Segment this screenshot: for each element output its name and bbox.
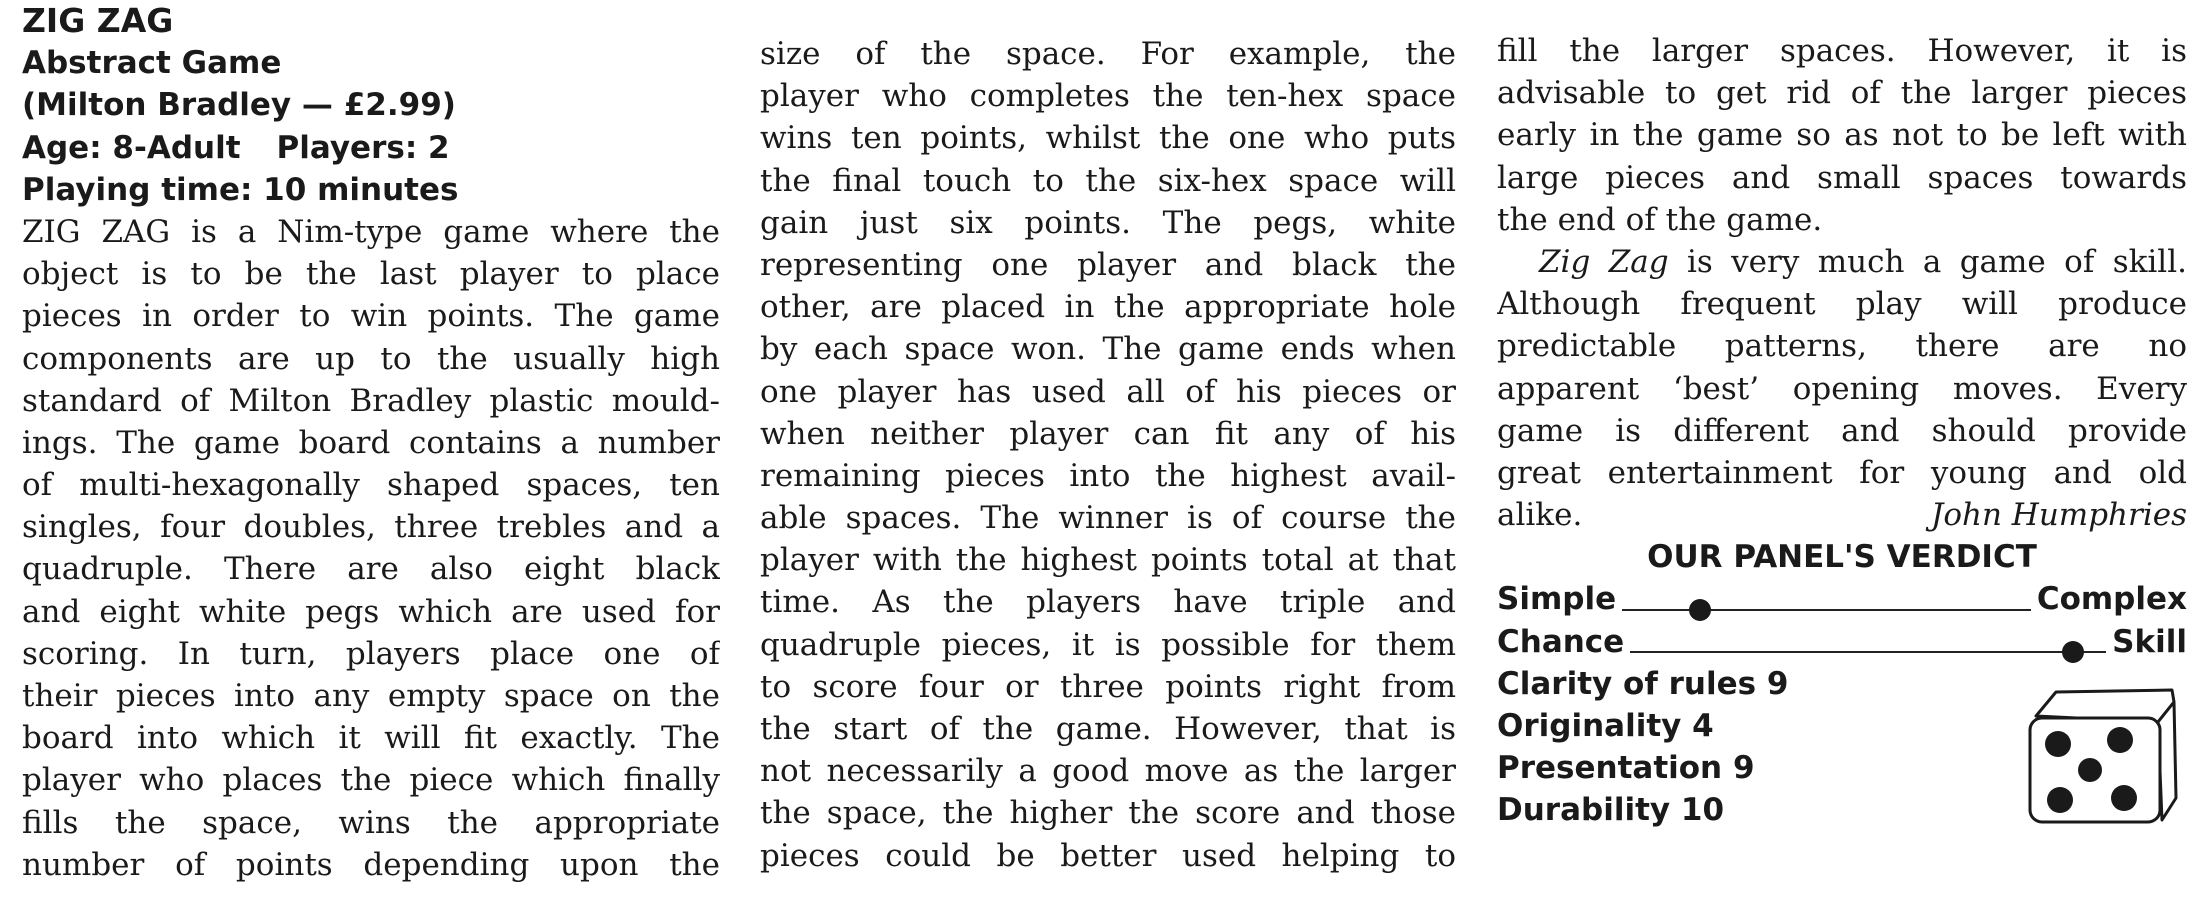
text-line: game is different and should provide — [1497, 412, 2187, 449]
text-line: size of the space. For example, the — [760, 36, 1456, 72]
dice-five-icon — [2022, 682, 2182, 830]
scale-track — [1616, 579, 2037, 621]
text-line: when neither player can fit any of his — [760, 415, 1456, 452]
text-line: large pieces and small spaces towards — [1497, 159, 2187, 196]
text-line: by each space won. The game ends when — [760, 331, 1456, 368]
text-line: the start of the game. However, that is — [760, 711, 1456, 747]
scale-track — [1624, 621, 2112, 663]
text-line: ings. The game board contains a number — [22, 424, 720, 461]
text-line: the final touch to the six-hex space will — [760, 162, 1456, 199]
player-count: Players: 2 — [276, 129, 450, 166]
text-line: remaining pieces into the highest avail- — [760, 457, 1456, 494]
paragraph-line: Zig Zag is very much a game of skill. — [1539, 243, 2187, 280]
text-line: Although frequent play will produce — [1497, 286, 2187, 323]
text-line: object is to be the last player to place — [22, 256, 720, 293]
text-line: one player has used all of his pieces or — [760, 373, 1456, 410]
scale-right-label: Skill — [2112, 623, 2187, 660]
text-line: the space, the higher the score and those — [760, 795, 1456, 832]
column-2-body — [760, 33, 1456, 877]
scale-marker — [1689, 599, 1711, 621]
scale-simple-complex — [1497, 578, 2187, 620]
scale-marker — [2062, 641, 2084, 663]
publisher-price: (Milton Bradley — £2.99) — [22, 87, 456, 124]
text-line: player who completes the ten-hex space — [760, 78, 1456, 115]
text-line: and eight white pegs which are used for — [22, 593, 720, 630]
verdict-heading: OUR PANEL'S VERDICT — [1647, 539, 2037, 576]
text-line: apparent ‘best’ opening moves. Every — [1497, 370, 2187, 407]
text-line: pieces in order to win points. The game — [22, 298, 720, 335]
text-line: number of points depending upon the — [22, 846, 720, 883]
scale-left-label: Chance — [1497, 623, 1625, 660]
scale-left-label: Simple — [1497, 581, 1617, 618]
playing-time: Playing time: 10 minutes — [22, 171, 459, 208]
text-line: to score four or three points right from — [760, 668, 1456, 705]
text-line: standard of Milton Bradley plastic mould- — [22, 382, 720, 419]
text-line: their pieces into any empty space on the — [22, 678, 720, 714]
text-line: quadruple pieces, it is possible for them — [760, 626, 1456, 663]
text-line: components are up to the usually high — [22, 340, 720, 377]
rating-originality: Originality 4 — [1497, 708, 1714, 744]
text-line: fill the larger spaces. However, it is — [1497, 33, 2187, 69]
text-line: ZIG ZAG is a Nim-type game where the — [22, 213, 720, 250]
text-line: scoring. In turn, players place one of — [22, 635, 720, 672]
text-line: great entertainment for young and old — [1497, 454, 2187, 491]
text-line: singles, four doubles, three trebles and a — [22, 509, 720, 546]
text-line: predictable patterns, there are no — [1497, 328, 2187, 365]
text-line: other, are placed in the appropriate hole — [760, 289, 1456, 326]
text-line: advisable to get rid of the larger pieces — [1497, 75, 2187, 112]
rating-durability: Durability 10 — [1497, 792, 1725, 829]
text-line: representing one player and black the — [760, 246, 1456, 283]
author-signature: John Humphries — [1930, 497, 2187, 534]
text-line: pieces could be better used helping to — [760, 837, 1456, 874]
scale-rule — [1622, 609, 2031, 611]
text-line: time. As the players have triple and — [760, 584, 1456, 621]
game-category: Abstract Game — [22, 45, 282, 82]
rating-presentation: Presentation 9 — [1497, 750, 1755, 787]
text-line: early in the game so as not to be left with — [1497, 117, 2187, 154]
text-line: fills the space, wins the appropriate — [22, 804, 720, 841]
column-2 — [760, 0, 1456, 877]
text-line: gain just six points. The pegs, white — [760, 204, 1456, 241]
paragraph-end: the end of the game. — [1497, 201, 1823, 238]
text-line: board into which it will fit exactly. The — [22, 720, 720, 757]
game-title: ZIG ZAG — [22, 1, 174, 40]
column-3-body — [1497, 30, 2187, 199]
text-line: of multi-hexagonally shaped spaces, ten — [22, 467, 720, 504]
text-line: player with the highest points total at that — [760, 542, 1456, 579]
rating-clarity: Clarity of rules 9 — [1497, 665, 1789, 702]
closing-line — [1497, 494, 2187, 536]
column-1-body — [22, 211, 720, 886]
game-name-italic: Zig Zag — [1539, 243, 1669, 280]
age-range: Age: 8-Adult — [22, 129, 241, 166]
text-line: able spaces. The winner is of course the — [760, 500, 1456, 537]
scale-right-label: Complex — [2036, 581, 2187, 618]
column-1 — [22, 0, 720, 886]
column-3-paragraph-2 — [1497, 283, 2187, 494]
text-line: quadruple. There are also eight black — [22, 551, 720, 588]
scale-rule — [1630, 651, 2106, 653]
text-line: not necessarily a good move as the larger — [760, 753, 1456, 790]
paragraph-end: alike. — [1497, 497, 1583, 534]
scale-chance-skill — [1497, 621, 2187, 663]
text-line: wins ten points, whilst the one who puts — [760, 120, 1456, 157]
age-players — [22, 127, 720, 169]
text-line: player who places the piece which finally — [22, 762, 720, 799]
